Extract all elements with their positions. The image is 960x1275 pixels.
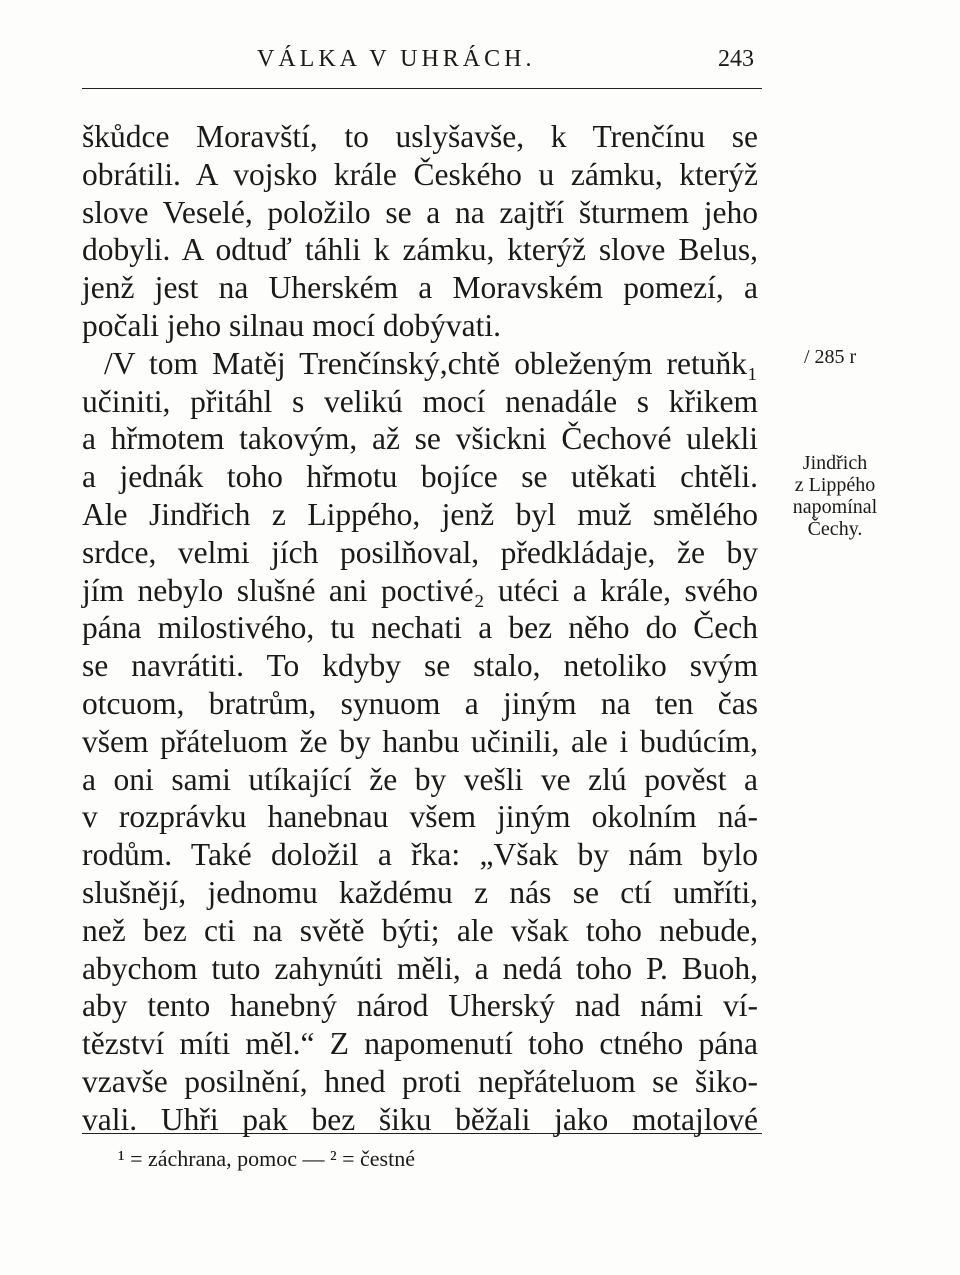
text-line: a jednák toho hřmotu bojíce se utěkati chtěli.: [82, 459, 758, 495]
margin-note-line: Čechy.: [807, 518, 863, 540]
text-line: než bez cti na světě býti; ale však toho nebude,: [82, 912, 758, 948]
text-line: obrátili. A vojsko krále Českého u zámku, kterýž: [82, 156, 758, 192]
running-title: VÁLKA V UHRÁCH.: [257, 46, 536, 72]
text-line: vali. Uhři pak bez šiku běžali jako motajlové: [82, 1101, 758, 1137]
text-line: všem přáteluom že by hanbu učinili, ale i budúcím,: [82, 723, 758, 759]
margin-note-line: Jindřich: [802, 452, 868, 474]
text-line: /V tom Matěj Trenčínský,chtě obleženým retuňk₁: [104, 345, 758, 381]
text-line: a oni sami utíkající že by vešli ve zlú pověst a: [82, 761, 758, 797]
text-line: srdce, velmi jích posilňoval, předkládaje, že by: [82, 534, 758, 570]
margin-note-line: z Lippého: [794, 474, 876, 496]
footnotes: ¹ = záchrana, pomoc — ² = čestné: [118, 1146, 415, 1171]
text-line: v rozprávku hanebnau všem jiným okolním ná-: [82, 799, 758, 835]
margin-note: [770, 452, 900, 540]
text-line: pána milostivého, tu nechati a bez něho do Čech: [82, 610, 758, 646]
header-rule: [82, 88, 762, 89]
text-line: učiniti, přitáhl s velikú mocí nenadále s křikem: [82, 383, 758, 419]
text-line: Ale Jindřich z Lippého, jenž byl muž smělého: [82, 496, 758, 532]
text-line: slušnějí, jednomu každému z nás se ctí umříti,: [82, 874, 758, 910]
text-line: tězství míti měl.“ Z napomenutí toho ctného pána: [82, 1026, 758, 1062]
page-number: 243: [718, 46, 754, 72]
body-text: [82, 118, 758, 1139]
text-line: slove Veselé, položilo se a na zajtří šturmem jeho: [82, 194, 758, 230]
folio-reference: / 285 r: [804, 346, 857, 368]
text-line: a hřmotem takovým, až se všickni Čechové ulekli: [82, 421, 758, 457]
footnote-rule: [82, 1133, 762, 1134]
text-line: škůdce Moravští, to uslyšavše, k Trenčínu se: [82, 119, 758, 154]
text-line: aby tento hanebný národ Uherský nad námi ví-: [82, 988, 758, 1024]
text-line: rodům. Také doložil a řka: „Však by nám bylo: [82, 837, 758, 873]
text-line: vzavše posilnění, hned proti nepřáteluom se šiko-: [82, 1063, 758, 1099]
text-line: jím nebylo slušné ani poctivé₂ utéci a krále, svého: [82, 572, 758, 608]
text-line: počali jeho silnau mocí dobývati.: [82, 307, 502, 343]
running-header: [82, 38, 762, 78]
text-line: otcuom, bratrům, synuom a jiným na ten čas: [82, 685, 758, 721]
text-line: se navrátiti. To kdyby se stalo, netoliko svým: [82, 648, 758, 684]
text-line: dobyli. A odtuď táhli k zámku, kterýž slove Belus,: [82, 232, 758, 268]
margin-note-line: napomínal: [792, 496, 878, 518]
text-line: abychom tuto zahynúti měli, a nedá toho P. Buoh,: [82, 950, 758, 986]
text-line: jenž jest na Uherském a Moravském pomezí, a: [82, 270, 758, 306]
